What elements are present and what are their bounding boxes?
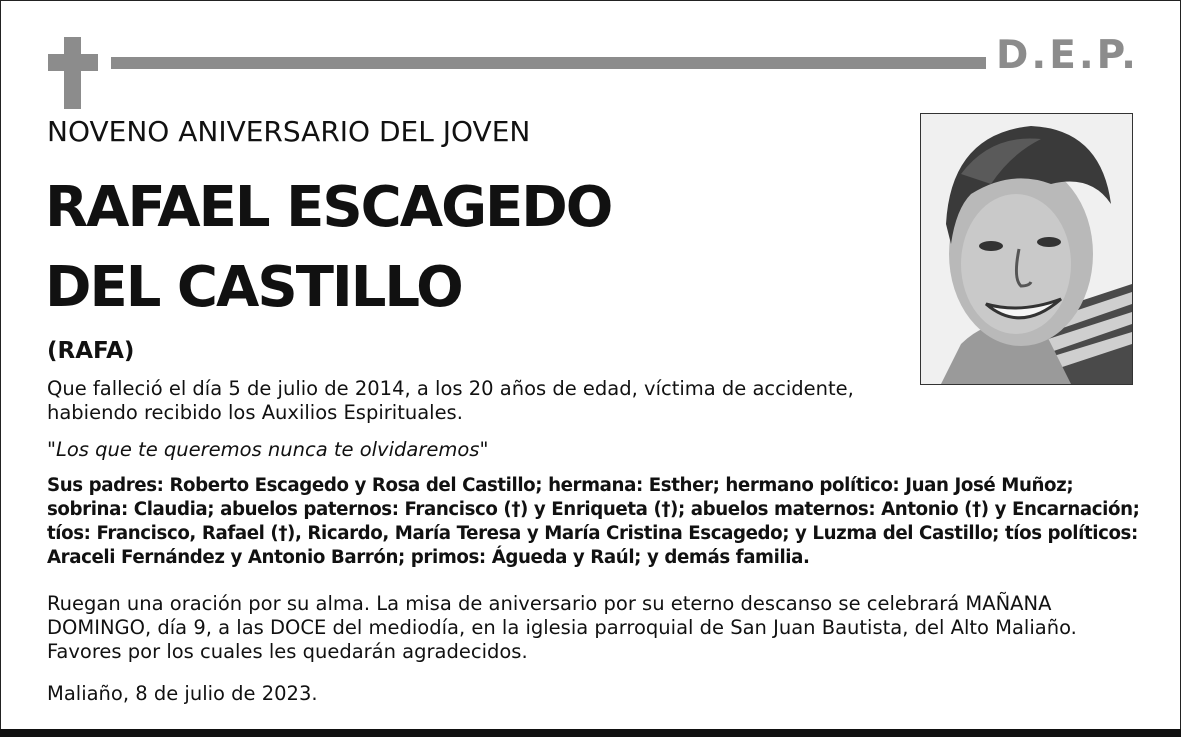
cross-icon-bar [48, 54, 98, 71]
name-line-2: DEL CASTILLO [45, 255, 462, 320]
header-rule [111, 57, 986, 69]
death-text-line-2: habiendo recibido los Auxilios Espirituales. [47, 401, 463, 424]
mass-announcement [47, 592, 1157, 664]
family-line: Araceli Fernández y Antonio Barrón; primos: Águeda y Raúl; y demás familia. [47, 547, 810, 568]
family-line: sobrina: Claudia; abuelos paternos: Francisco (†) y Enriqueta (†); abuelos maternos: Antonio (†) y Encarnación; [47, 499, 1140, 520]
family-line: Sus padres: Roberto Escagedo y Rosa del Castillo; hermana: Esther; hermano político: Juan José Muñoz; [47, 475, 1074, 496]
death-text [47, 377, 867, 425]
mass-line: Ruegan una oración por su alma. La misa de aniversario por su eterno descanso se celebrará MAÑANA [47, 592, 1052, 615]
dep-label: D.E.P. [996, 33, 1139, 78]
deceased-name [45, 168, 805, 328]
family-line: tíos: Francisco, Rafael (†), Ricardo, María Teresa y María Cristina Escagedo; y Luzma del Castillo; tíos políticos: [47, 523, 1138, 544]
anniversary-subtitle: NOVENO ANIVERSARIO DEL JOVEN [47, 115, 531, 148]
name-line-1: RAFAEL ESCAGEDO [45, 175, 612, 240]
bottom-border [0, 729, 1181, 737]
portrait-photo [920, 113, 1133, 385]
mass-line: Favores por los cuales les quedarán agradecidos. [47, 640, 528, 663]
cross-icon [64, 37, 81, 109]
place-date: Maliaño, 8 de julio de 2023. [47, 682, 318, 705]
mass-line: DOMINGO, día 9, a las DOCE del mediodía, en la iglesia parroquial de San Juan Bautista, del Alto Maliaño. [47, 616, 1077, 639]
nickname: (RAFA) [47, 338, 135, 364]
family-list [47, 474, 1157, 570]
memorial-quote: "Los que te queremos nunca te olvidaremos" [47, 438, 489, 461]
portrait-illustration [921, 114, 1132, 384]
death-text-line-1: Que falleció el día 5 de julio de 2014, a los 20 años de edad, víctima de accidente, [47, 377, 854, 400]
